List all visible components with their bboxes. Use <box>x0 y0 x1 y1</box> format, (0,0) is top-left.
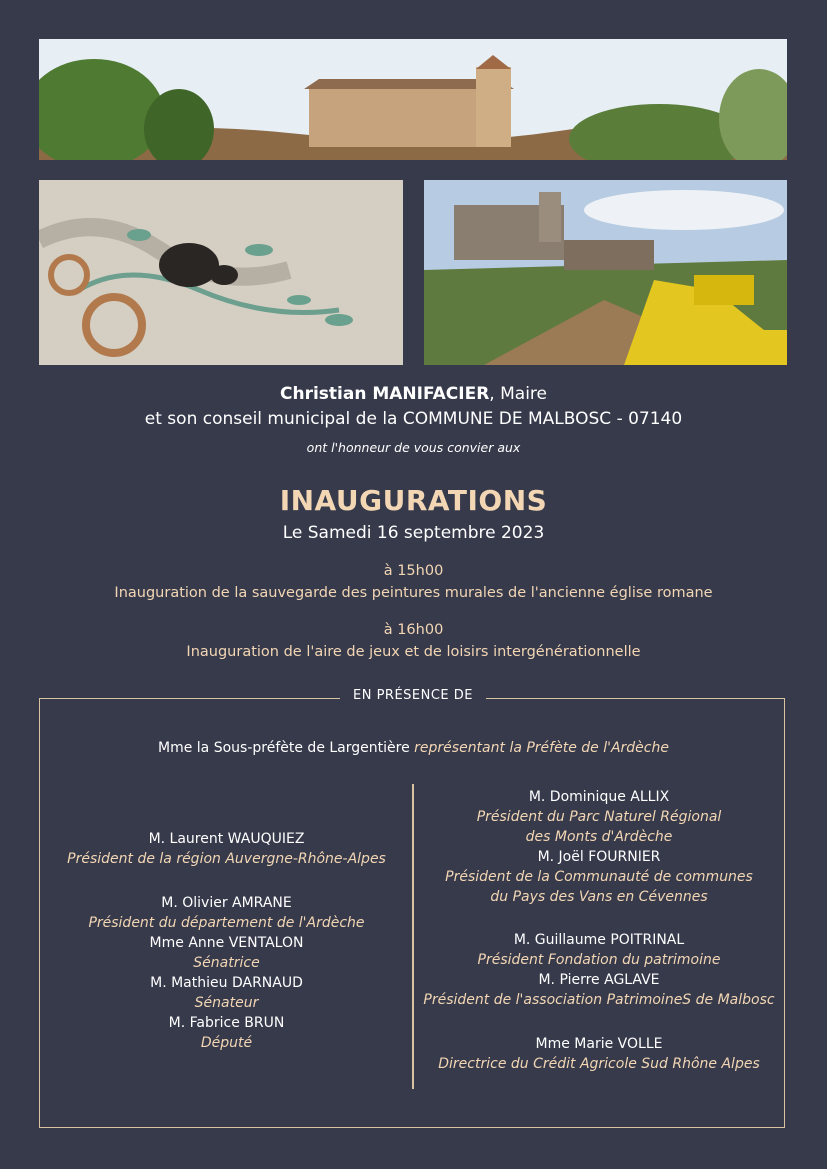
guest-name: M. Fabrice BRUN <box>168 1015 285 1031</box>
event-description-2: Inauguration de l'aire de jeux et de loisirs intergénérationnelle <box>186 644 641 660</box>
host-name: Christian MANIFACIER <box>279 384 490 404</box>
guests-left-column <box>40 829 413 1053</box>
village-church-banner-photo <box>39 39 787 160</box>
event-date: Le Samedi 16 septembre 2023 <box>282 523 545 543</box>
invitation-line: ont l'honneur de vous convier aux <box>306 440 521 455</box>
guest-name: M. Guillaume POITRINAL <box>513 932 685 948</box>
guest-role: Député <box>200 1035 253 1051</box>
guest-name: M. Dominique ALLIX <box>528 789 670 805</box>
guest-role: Président Fondation du patrimoine <box>477 952 721 968</box>
guest-role: Directrice du Crédit Agricole Sud Rhône Alpes <box>438 1056 760 1072</box>
host-line <box>0 384 827 404</box>
event-time-1: à 15h00 <box>383 563 444 579</box>
fresco-painting-photo <box>39 180 403 365</box>
village-playground-worksite-photo <box>424 180 787 365</box>
guest-name: M. Laurent WAUQUIEZ <box>148 831 305 847</box>
event-time-2: à 16h00 <box>383 622 444 638</box>
sous-prefete-line <box>0 740 827 756</box>
sous-prefete-name: Mme la Sous-préfète de Largentière <box>158 740 415 756</box>
guest-role: du Pays des Vans en Cévennes <box>490 889 708 905</box>
guest-role: Président de la Communauté de communes <box>445 869 753 885</box>
guest-name: M. Joël FOURNIER <box>537 849 661 865</box>
guest-role: Président du département de l'Ardèche <box>88 915 365 931</box>
guest-name: M. Olivier AMRANE <box>161 895 292 911</box>
guest-role: Président de la région Auvergne-Rhône-Alpes <box>67 851 386 867</box>
council-line: et son conseil municipal de la COMMUNE DE MALBOSC - 07140 <box>144 409 683 429</box>
guest-name: M. Mathieu DARNAUD <box>150 975 303 991</box>
guest-role: Sénatrice <box>193 955 260 971</box>
guest-name: Mme Marie VOLLE <box>535 1036 663 1052</box>
host-title: , Maire <box>489 384 547 404</box>
guest-role: des Monts d'Ardèche <box>525 829 673 845</box>
event-title: INAUGURATIONS <box>279 484 548 517</box>
guest-role: Sénateur <box>194 995 259 1011</box>
guest-role: Président du Parc Naturel Régional <box>476 809 722 825</box>
guest-name: M. Pierre AGLAVE <box>538 972 660 988</box>
guests-right-column <box>413 787 785 1074</box>
guest-role: Président de l'association PatrimoineS de Malbosc <box>423 992 775 1008</box>
guest-name: Mme Anne VENTALON <box>149 935 304 951</box>
event-description-1: Inauguration de la sauvegarde des peintures murales de l'ancienne église romane <box>114 585 713 601</box>
presence-heading: EN PRÉSENCE DE <box>340 688 486 703</box>
sous-prefete-role: représentant la Préfète de l'Ardèche <box>414 740 669 756</box>
